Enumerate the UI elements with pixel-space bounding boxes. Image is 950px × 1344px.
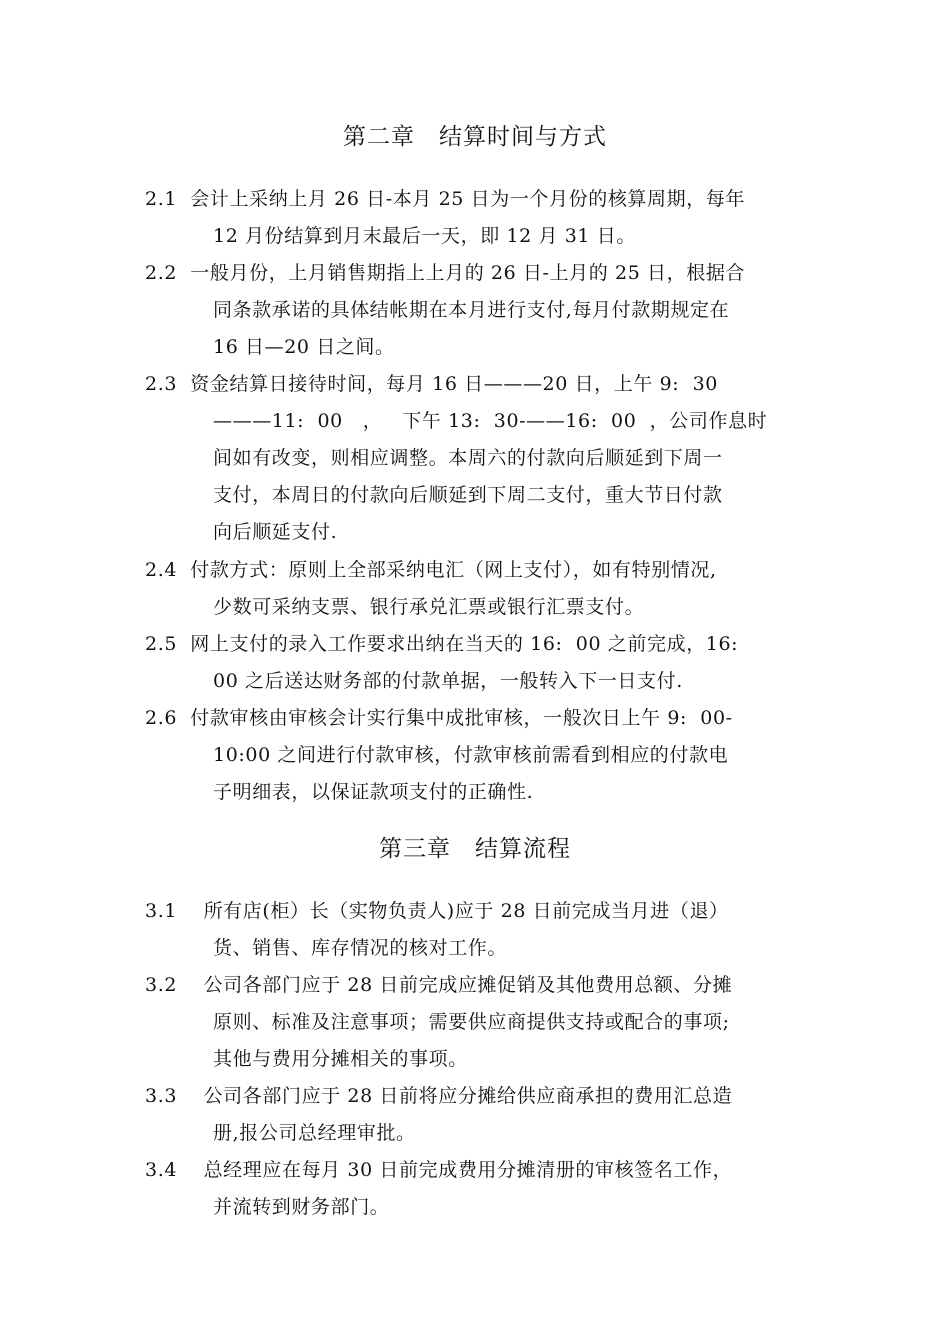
clause-2-3-line-5: 向后顺延支付. xyxy=(213,521,338,543)
clause-3-4-line-1: 3.4 总经理应在每月 30 日前完成费用分摊清册的审核签名工作， xyxy=(145,1159,733,1181)
clause-3-2-line-2: 原则、标准及注意事项；需要供应商提供支持或配合的事项; xyxy=(213,1011,730,1033)
clause-2-3 xyxy=(145,366,825,551)
clause-3-3 xyxy=(145,1078,825,1152)
clause-2-6-line-1: 2.6 付款审核由审核会计实行集中成批审核，一般次日上午 9: 00- xyxy=(145,707,733,729)
clause-3-2-line-3: 其他与费用分摊相关的事项。 xyxy=(213,1048,468,1070)
clause-2-3-line-3: 间如有改变，则相应调整。本周六的付款向后顺延到下周一 xyxy=(213,447,723,469)
chapter-3-title: 第三章 结算流程 xyxy=(379,836,571,862)
clause-2-4-line-1: 2.4 付款方式：原则上全部采纳电汇（网上支付），如有特别情况, xyxy=(145,559,717,581)
clause-2-1-line-2: 12 月份结算到月末最后一天，即 12 月 31 日。 xyxy=(213,225,636,247)
clause-3-2 xyxy=(145,967,825,1078)
clause-2-5-line-1: 2.5 网上支付的录入工作要求出纳在当天的 16: 00 之前完成，16: xyxy=(145,633,739,655)
clause-2-2 xyxy=(145,255,825,366)
clause-3-4 xyxy=(145,1152,825,1226)
clause-3-2-line-1: 3.2 公司各部门应于 28 日前完成应摊促销及其他费用总额、分摊 xyxy=(145,974,733,996)
clause-3-1-line-1: 3.1 所有店(柜）长（实物负责人)应于 28 日前完成当月进（退） xyxy=(145,900,729,922)
clause-3-4-line-2: 并流转到财务部门。 xyxy=(213,1196,390,1218)
clause-2-1-line-1: 2.1 会计上采纳上月 26 日-本月 25 日为一个月份的核算周期，每年 xyxy=(145,188,746,210)
clause-2-3-line-1: 2.3 资金结算日接待时间，每月 16 日———20 日，上午 9: 30 xyxy=(145,373,718,395)
clause-2-2-line-2: 同条款承诺的具体结帐期在本月进行支付,每月付款期规定在 xyxy=(213,299,730,321)
clause-2-3-line-4: 支付，本周日的付款向后顺延到下周二支付，重大节日付款 xyxy=(213,484,723,506)
clause-2-5-line-2: 00 之后送达财务部的付款单据，一般转入下一日支付. xyxy=(213,670,683,692)
clause-3-1 xyxy=(145,893,825,967)
chapter-2-title: 第二章 结算时间与方式 xyxy=(343,124,607,150)
clause-2-1 xyxy=(145,181,825,255)
clause-2-4-line-2: 少数可采纳支票、银行承兑汇票或银行汇票支付。 xyxy=(213,596,645,618)
clause-2-5 xyxy=(145,626,825,700)
clause-2-4 xyxy=(145,552,825,626)
clause-2-2-line-3: 16 日—20 日之间。 xyxy=(213,336,395,358)
clause-3-1-line-2: 货、销售、库存情况的核对工作。 xyxy=(213,937,508,959)
clause-2-3-line-2: ———11: 00 ， 下午 13: 30-——16: 00 ，公司作息时 xyxy=(213,410,768,432)
clause-3-3-line-2: 册,报公司总经理审批。 xyxy=(213,1122,416,1144)
clause-2-6-line-3: 子明细表，以保证款项支付的正确性. xyxy=(213,781,534,803)
clause-2-6-line-2: 10:00 之间进行付款审核，付款审核前需看到相应的付款电 xyxy=(213,744,729,766)
clause-2-2-line-1: 2.2 一般月份，上月销售期指上上月的 26 日-上月的 25 日，根据合 xyxy=(145,262,746,284)
clause-3-3-line-1: 3.3 公司各部门应于 28 日前将应分摊给供应商承担的费用汇总造 xyxy=(145,1085,733,1107)
clause-2-6 xyxy=(145,700,825,811)
